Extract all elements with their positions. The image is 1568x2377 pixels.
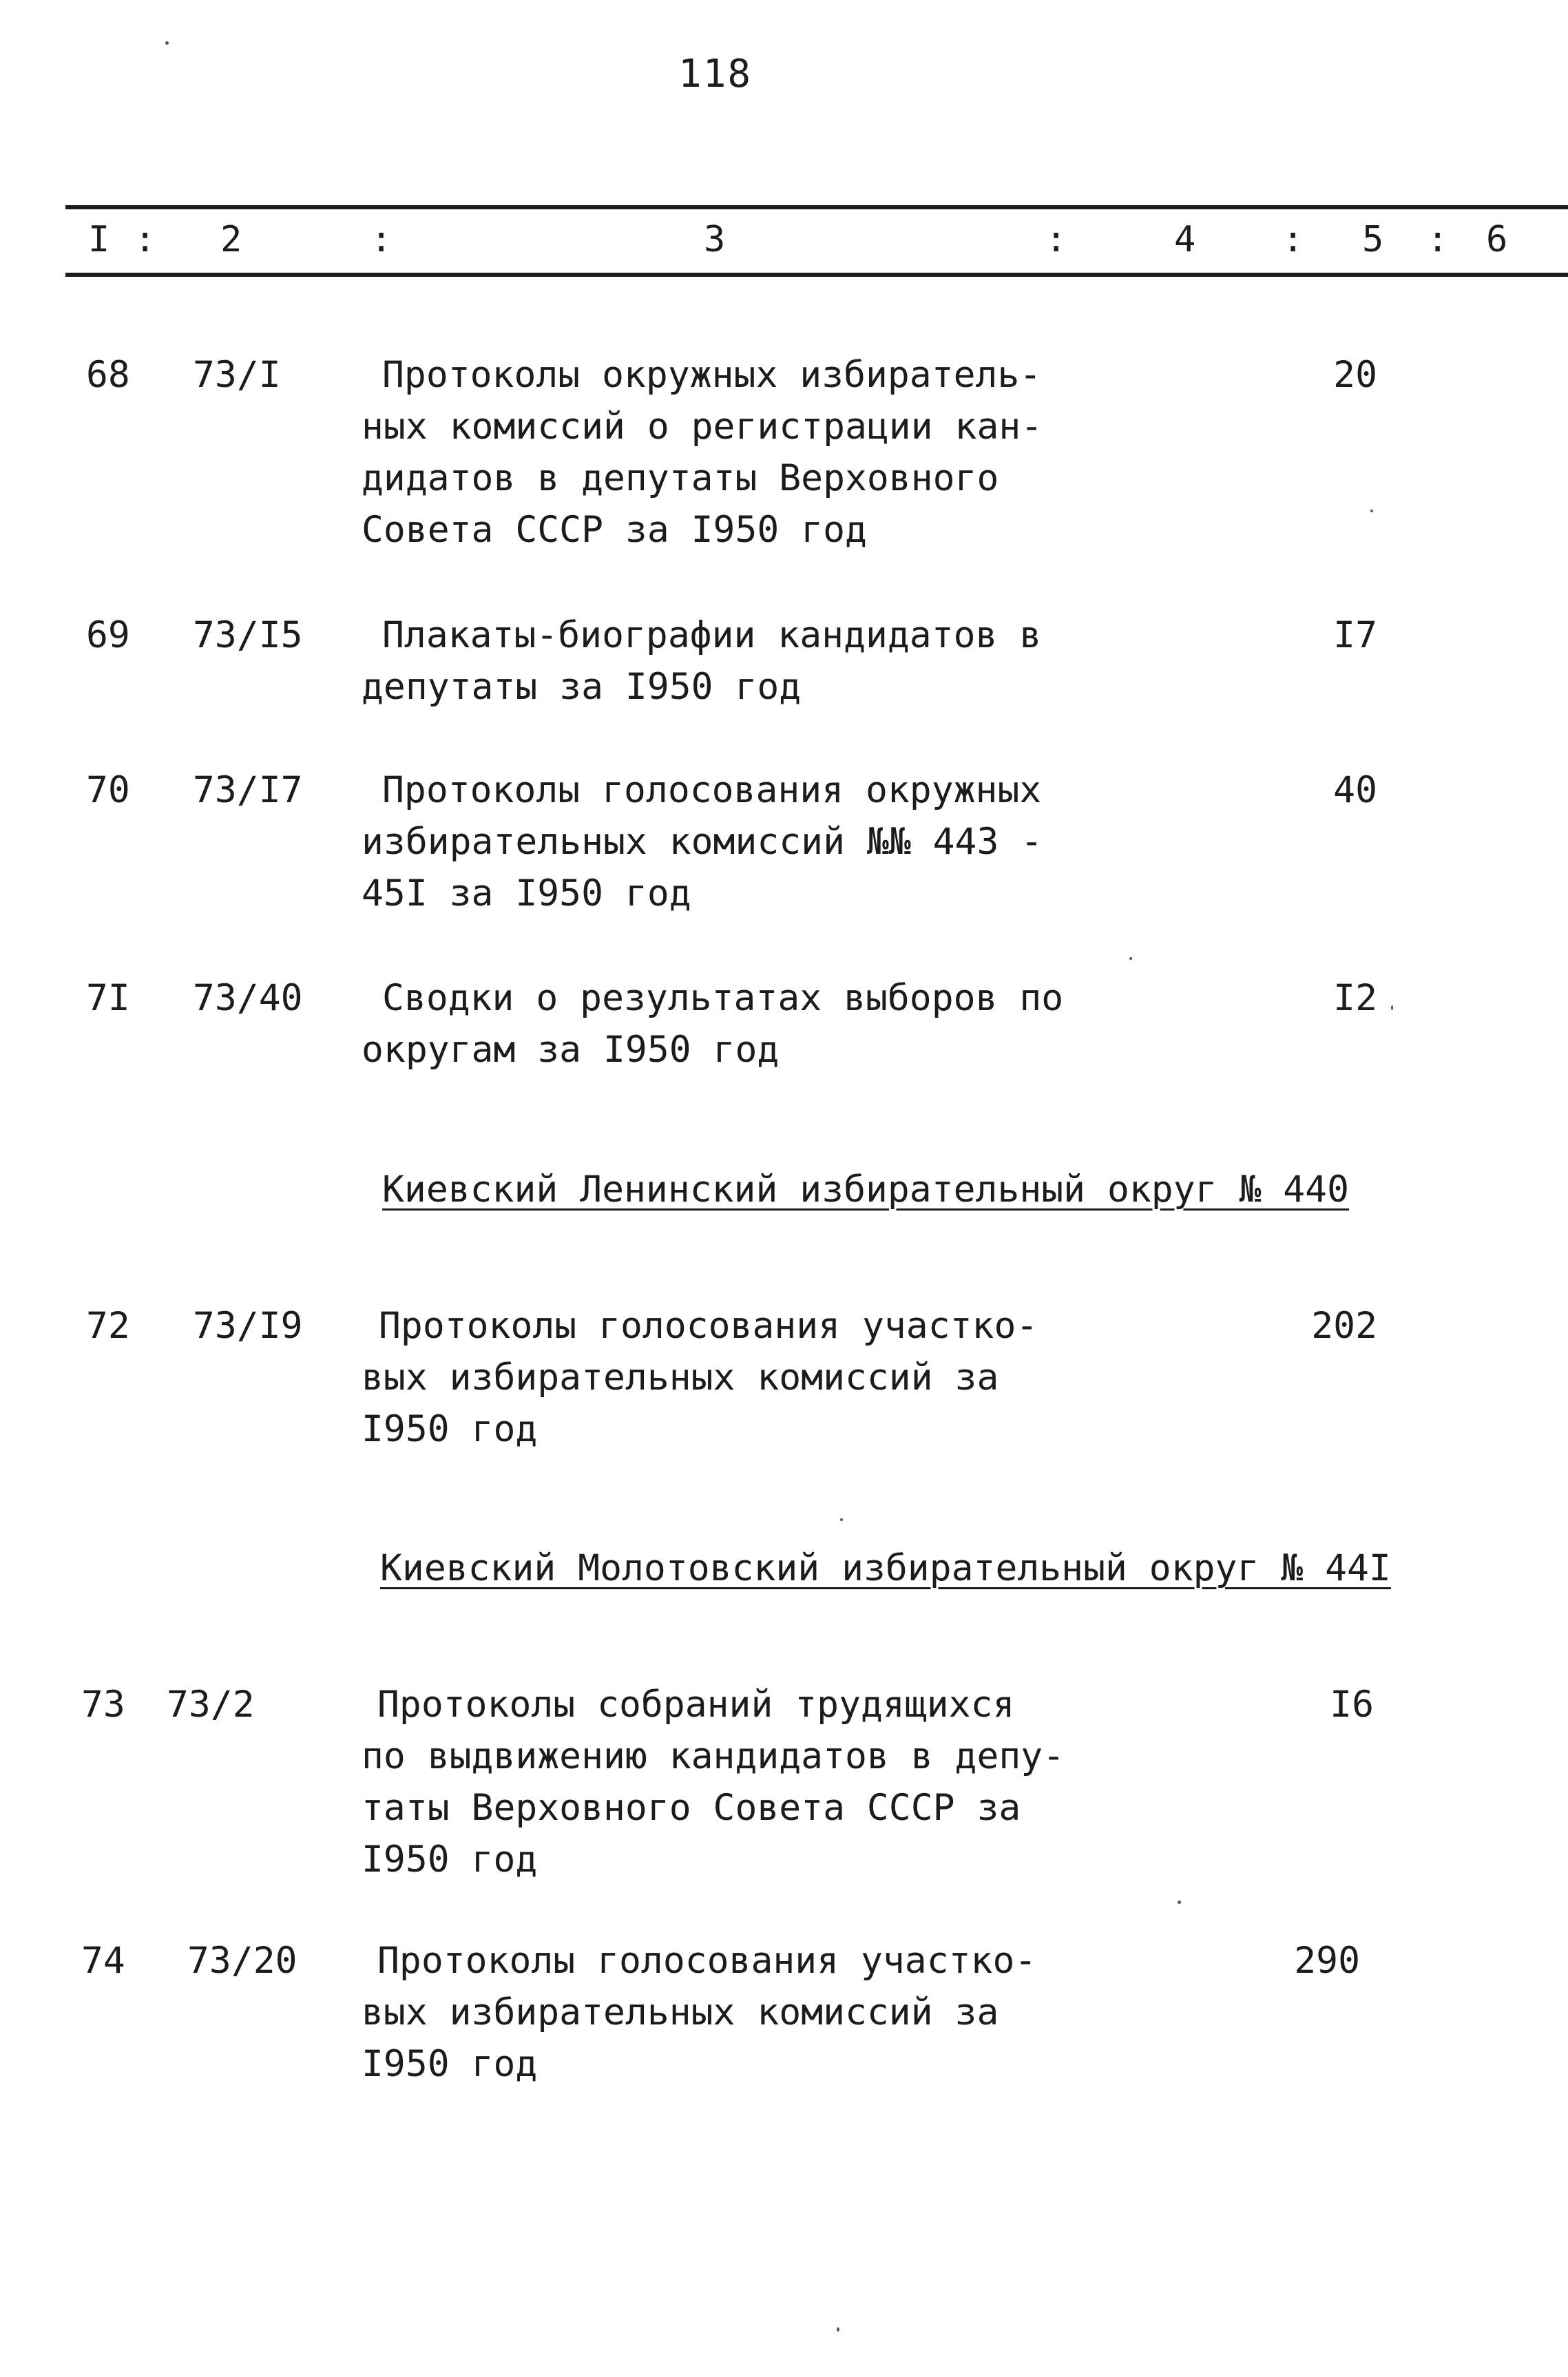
entry-text-line: Протоколы окружных избиратель-	[382, 354, 1042, 396]
entry-text-line: Совета СССР за I950 год	[362, 509, 867, 551]
entry-number: 72	[86, 1305, 130, 1347]
page-number: 118	[678, 52, 753, 96]
entry-code: 73/2	[167, 1684, 255, 1726]
column-separator: :	[1427, 219, 1449, 260]
entry-text-line: избирательных комиссий №№ 443 -	[362, 821, 1043, 863]
scan-speck	[1129, 957, 1132, 960]
entry-count: 40	[1333, 769, 1377, 811]
entry-text-line: таты Верховного Совета СССР за	[362, 1787, 1021, 1829]
entry-text-line: Протоколы голосования участко-	[379, 1305, 1038, 1347]
entry-text-line: I950 год	[362, 1408, 538, 1450]
entry-text-line: депутаты за I950 год	[362, 666, 802, 708]
column-header-1: I	[88, 219, 110, 260]
entry-number: 74	[81, 1940, 125, 1982]
scan-speck	[1178, 1900, 1181, 1904]
entry-number: 69	[86, 614, 130, 656]
entry-code: 73/I	[193, 354, 281, 396]
entry-code: 73/I9	[193, 1305, 303, 1347]
entry-count: 20	[1333, 354, 1377, 396]
column-header-6: 6	[1486, 219, 1508, 260]
entry-count: I2	[1333, 977, 1377, 1019]
section-heading: Киевский Ленинский избирательный округ № 440	[382, 1169, 1349, 1211]
scan-speck	[1370, 510, 1373, 512]
entry-count: 290	[1294, 1940, 1360, 1982]
entry-number: 70	[86, 769, 130, 811]
entry-code: 73/I5	[193, 614, 303, 656]
entry-text-line: Протоколы голосования окружных	[382, 769, 1042, 811]
entry-count: 202	[1311, 1305, 1377, 1347]
section-heading: Киевский Молотовский избирательный округ № 44I	[380, 1547, 1391, 1589]
entry-text-line: округам за I950 год	[362, 1029, 780, 1071]
column-separator: :	[370, 219, 393, 260]
entry-text-line: вых избирательных комиссий за	[362, 1991, 999, 2033]
entry-text-line: ных комиссий о регистрации кан-	[362, 406, 1043, 448]
entry-count: I6	[1330, 1684, 1374, 1726]
entry-text-line: 45I за I950 год	[362, 872, 691, 914]
column-header-3: 3	[704, 219, 726, 260]
column-separator: :	[134, 219, 156, 260]
scan-speck	[1391, 1005, 1393, 1010]
entry-count: I7	[1333, 614, 1377, 656]
scan-speck	[837, 2327, 839, 2332]
entry-code: 73/40	[193, 977, 303, 1019]
column-header-4: 4	[1174, 219, 1196, 260]
entry-text-line: I950 год	[362, 1839, 538, 1881]
header-rule-top	[65, 205, 1568, 209]
entry-number: 73	[81, 1684, 125, 1726]
header-rule-bottom	[65, 273, 1568, 277]
scan-speck	[840, 1518, 843, 1521]
entry-text-line: по выдвижению кандидатов в депу-	[362, 1735, 1065, 1777]
column-header-2: 2	[220, 219, 242, 260]
entry-number: 7I	[86, 977, 130, 1019]
entry-code: 73/I7	[193, 769, 303, 811]
scan-speck	[165, 41, 169, 45]
entry-text-line: вых избирательных комиссий за	[362, 1357, 999, 1399]
entry-code: 73/20	[187, 1940, 297, 1982]
entry-text-line: Протоколы голосования участко-	[377, 1940, 1037, 1982]
entry-text-line: Протоколы собраний трудящихся	[377, 1684, 1015, 1726]
entry-number: 68	[86, 354, 130, 396]
entry-text-line: Плакаты-биографии кандидатов в	[382, 614, 1042, 656]
entry-text-line: Сводки о результатах выборов по	[382, 977, 1064, 1019]
entry-text-line: I950 год	[362, 2043, 538, 2085]
column-separator: :	[1045, 219, 1067, 260]
column-header-5: 5	[1362, 219, 1384, 260]
entry-text-line: дидатов в депутаты Верховного	[362, 457, 999, 499]
column-separator: :	[1282, 219, 1304, 260]
